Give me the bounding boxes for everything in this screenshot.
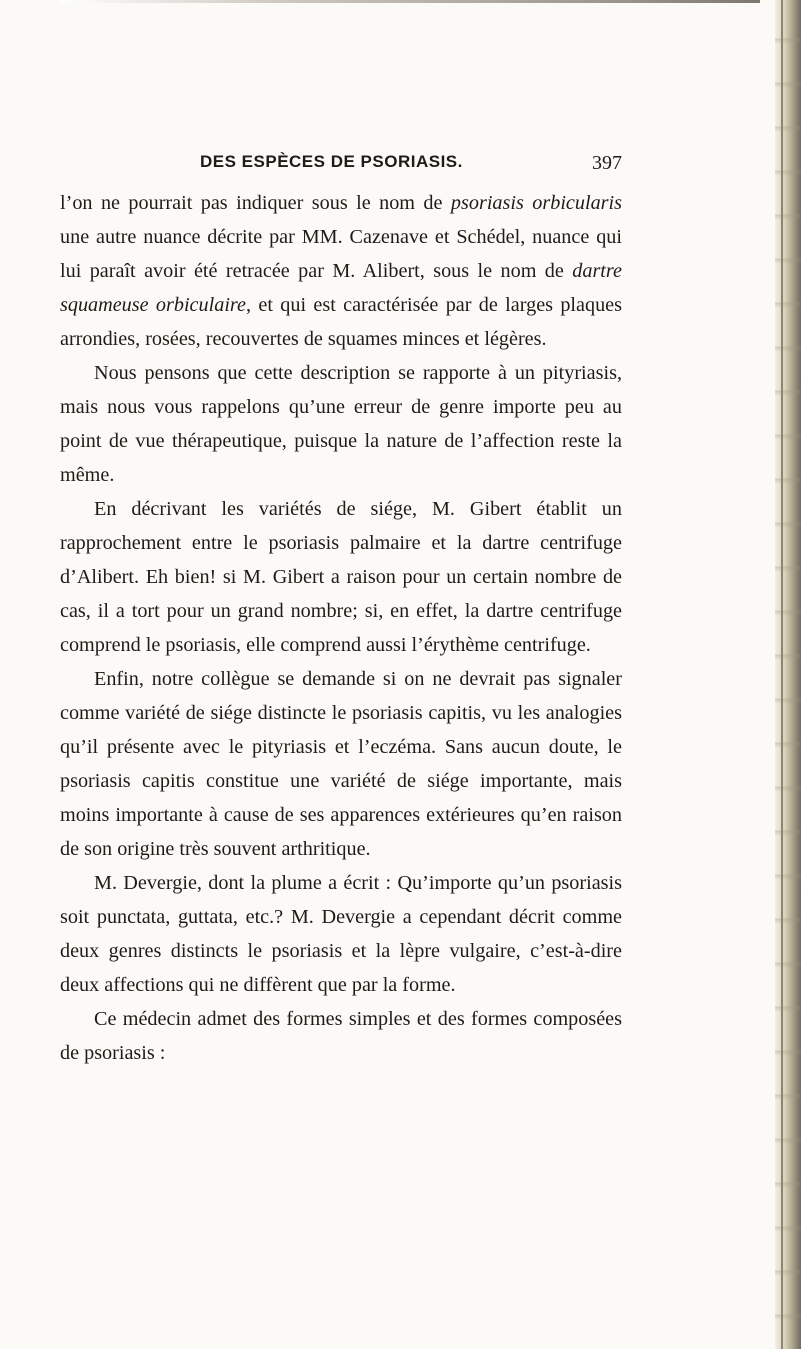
paragraph-2: Nous pensons que cette description se rapporte à un pityriasis, mais nous vous rappelons qu’une erreur de genre importe peu au point de vue thérapeutique, puisque la nature de l’affection reste la même.	[60, 362, 622, 486]
paragraph-3: En décrivant les variétés de siége, M. Gibert établit un rapprochement entre le psoriasis palmaire et la dartre centrifuge d’Alibert. Eh bien! si M. Gibert a raison pour un certain nombre de cas, il a tort pour un grand nombre; si, en effet, la dartre centrifuge comprend le psoriasis, elle comprend aussi l’érythème centrifuge.	[60, 498, 622, 656]
top-edge-shadow	[60, 0, 760, 3]
paragraph-4: Enfin, notre collègue se demande si on ne devrait pas signaler comme variété de siége distincte le psoriasis capitis, vu les analogies qu’il présente avec le pityriasis et l’eczéma. Sans aucun doute, le psoriasis capitis constitue une variété de siége importante, mais moins importante à cause de ses apparences extérieures qu’en raison de son origine très souvent arthritique.	[60, 668, 622, 860]
italic-term: psoriasis orbicularis	[450, 192, 623, 214]
text-segment: une autre nuance décrite par MM. Cazenave et Schédel, nuance qui lui paraît avoir été retracée par M. Alibert, sous le nom de	[60, 226, 622, 282]
paragraph-1	[60, 186, 622, 356]
page-number: 397	[592, 152, 622, 174]
italic-term: dartre squameuse orbiculaire	[60, 260, 622, 316]
paragraph-5: M. Devergie, dont la plume a écrit : Qu’importe qu’un psoriasis soit punctata, guttata, etc.? M. Devergie a cependant décrit comme deux genres distincts le psoriasis et la lèpre vulgaire, c’est-à-dire deux affections qui ne diffèrent que par la forme.	[60, 872, 622, 996]
paragraph-6: Ce médecin admet des formes simples et des formes composées de psoriasis :	[60, 1008, 622, 1064]
text-segment: , et qui est caractérisée par de larges plaques arrondies, rosées, recouvertes de squames minces et légères.	[60, 294, 622, 350]
binding-line	[781, 0, 783, 1349]
body-text	[60, 186, 622, 1070]
page-binding-edge	[775, 0, 801, 1349]
running-title: DES ESPÈCES DE PSORIASIS.	[200, 152, 463, 171]
text-segment: l’on ne pourrait pas indiquer sous le nom de	[60, 192, 451, 214]
running-header	[60, 152, 622, 178]
